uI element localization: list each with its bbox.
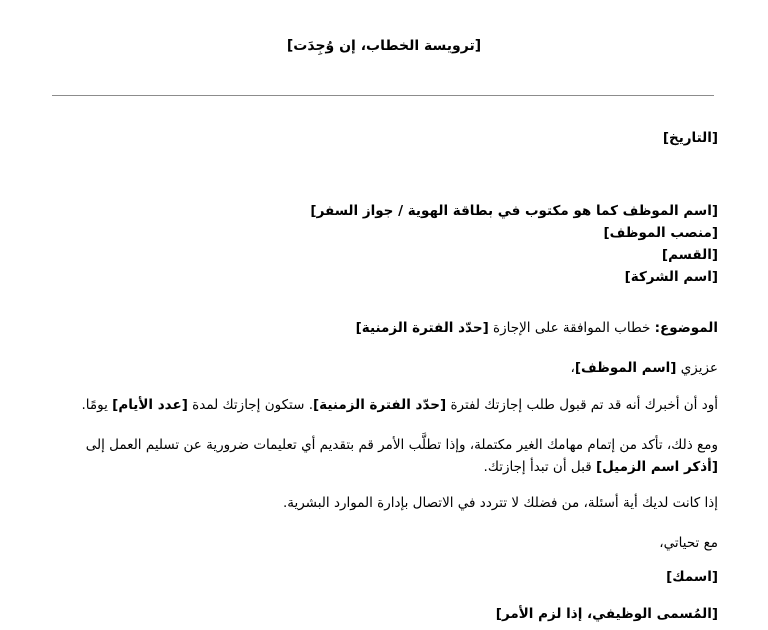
paragraph-acceptance-text-1: أود أن أخبرك أنه قد تم قبول طلب إجازتك لفترة (446, 397, 718, 413)
greeting-suffix: ، (570, 360, 575, 376)
recipient-department: [القسم] (661, 247, 718, 263)
paragraph-handover-text-1: ومع ذلك، تأكد من إتمام مهامك الغير مكتملة، وإذا تطلَّب الأمر قم بتقديم أي تعليمات ضرورية عن تسليم العمل إلى (85, 437, 718, 453)
closing-text: مع تحياتي، (659, 535, 718, 551)
paragraph-acceptance-text-3: يومًا. (81, 397, 113, 413)
greeting-name: [اسم الموظف] (574, 360, 677, 376)
paragraph-contact-hr: إذا كانت لديك أية أسئلة، من فضلك لا تتردد في الاتصال بإدارة الموارد البشرية. (282, 495, 718, 511)
paragraph-acceptance-period: [حدّد الفترة الزمنية] (313, 397, 447, 413)
signature-title: [المُسمى الوظيفي، إذا لزم الأمر] (495, 606, 718, 622)
paragraph-acceptance-days: [عدد الأيام] (112, 397, 188, 413)
subject-label: الموضوع: (654, 320, 718, 336)
date-placeholder: [التاريخ] (662, 130, 718, 146)
paragraph-acceptance-text-2: . ستكون إجازتك لمدة (187, 397, 314, 413)
paragraph-handover (50, 434, 718, 478)
paragraph-handover-colleague: [أذكر اسم الزميل] (595, 459, 718, 475)
paragraph-handover-text-2: قبل أن تبدأ إجازتك. (483, 459, 596, 475)
letterhead-divider (52, 95, 714, 96)
subject-period: [حدّد الفترة الزمنية] (355, 320, 489, 336)
greeting-line (50, 357, 718, 379)
subject-text: خطاب الموافقة على الإجازة (488, 320, 655, 336)
recipient-position: [منصب الموظف] (603, 225, 718, 241)
recipient-company: [اسم الشركة] (624, 269, 718, 285)
letterhead-placeholder: [ترويسة الخطاب، إن وُجِدَت] (286, 38, 482, 54)
greeting-prefix: عزيزي (676, 360, 718, 376)
signature-name: [اسمك] (666, 569, 718, 585)
recipient-name: [اسم الموظف كما هو مكتوب في بطاقة الهوية / جواز السفر] (310, 203, 718, 219)
subject-line (50, 317, 718, 339)
paragraph-acceptance (50, 394, 718, 416)
